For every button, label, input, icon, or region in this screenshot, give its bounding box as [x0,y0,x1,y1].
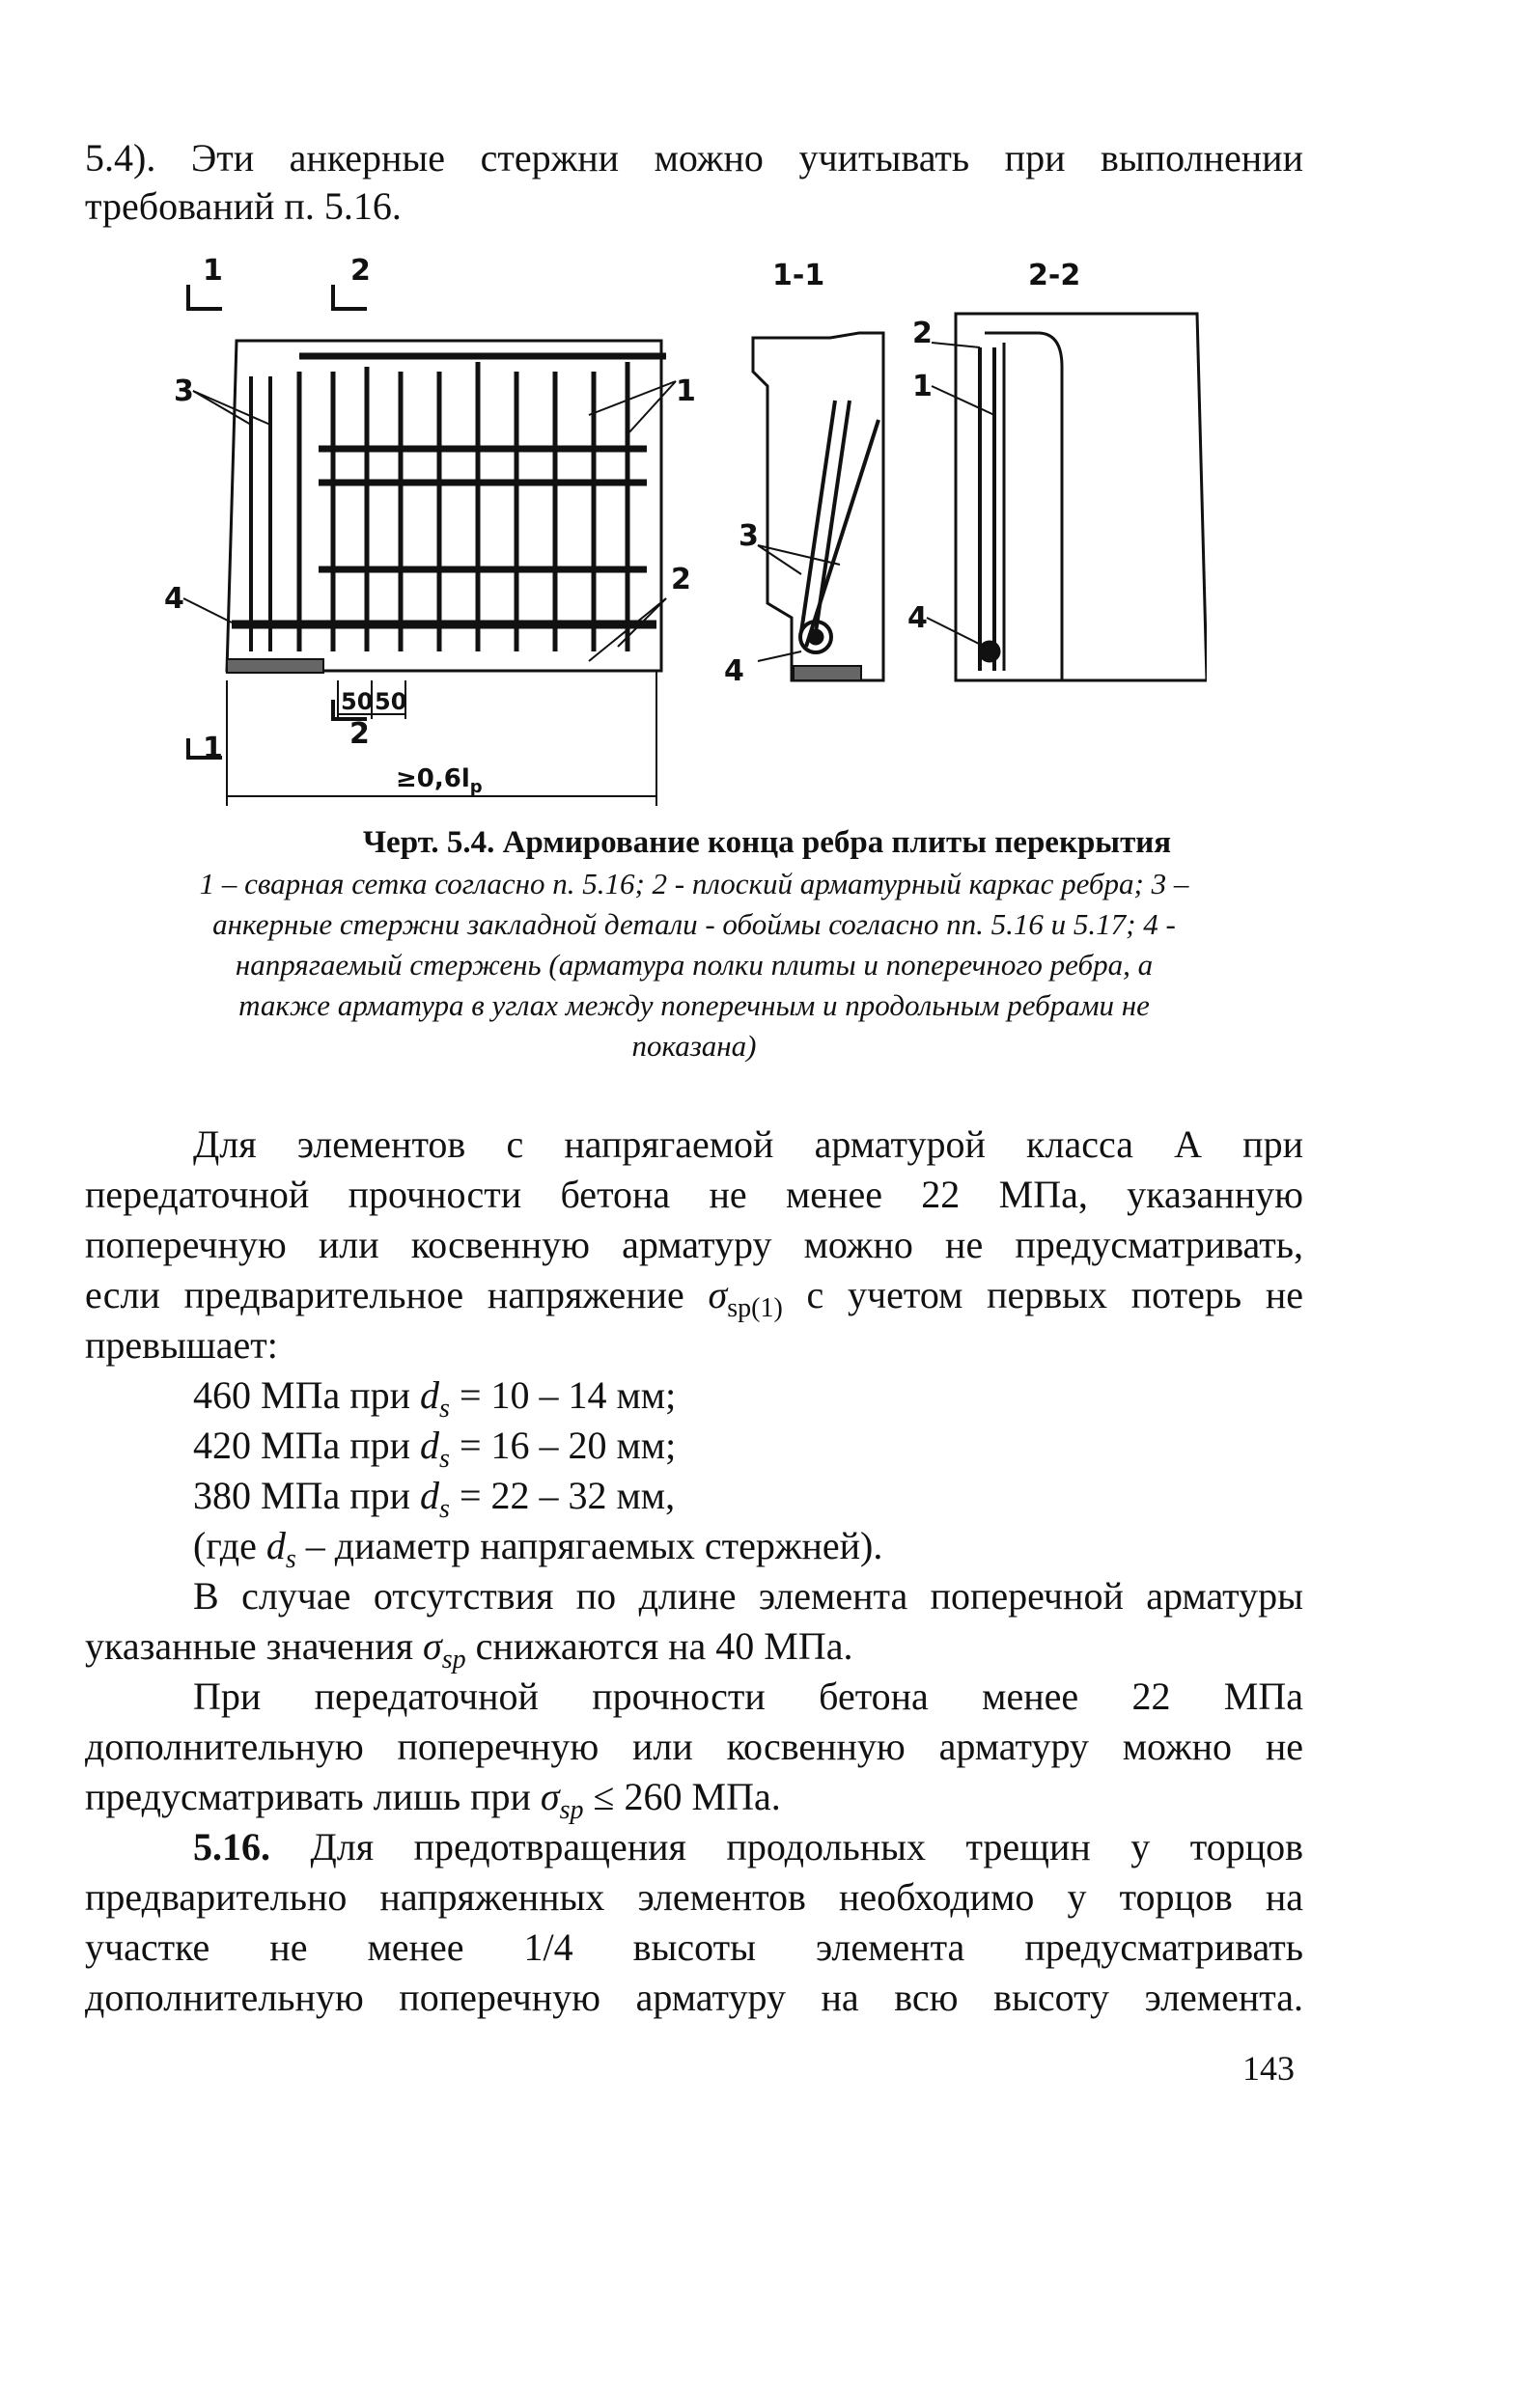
section-label-2-2: 2-2 [1028,259,1081,292]
callout-2: 2 [671,563,691,596]
dimension-50-a: 50 [341,688,374,715]
section-mark-2-top: 2 [350,256,371,288]
dimension-50-b: 50 [375,688,407,715]
callout-4-section: 4 [724,654,744,688]
callout-4: 4 [164,582,184,616]
top-text-line-1: 5.4). Эти анкерные стержни можно учитывать при выполнении [85,136,1303,180]
condition-line: 380 МПа при $d_s = 22 - 32$ мм, [193,1474,676,1524]
body-line: поперечную или косвенную арматуру можно не предусматривать, [85,1223,1303,1266]
reinforcement-figure [164,256,1207,816]
caption-line-4: также арматура в углах между поперечным и продольным ребрами не [238,988,1150,1022]
condition-line: 460 МПа при $d_s = 10 - 14$ мм; [193,1373,677,1424]
callout-4-section-2: 4 [907,601,928,635]
section-mark-1-top: 1 [203,256,223,288]
callout-1: 1 [676,374,696,408]
caption-line-5: показана) [631,1029,757,1063]
body-line: дополнительную поперечную или косвенную арматуру можно не [85,1725,1303,1768]
body-line: В случае отсутствия по длине элемента поперечной арматуры [193,1574,1303,1618]
body-line: При передаточной прочности бетона менее 22 МПа [193,1675,1303,1718]
section-mark-2-bottom: 2 [349,717,370,751]
dimension-length: $\ge 0,6l_p$ [396,764,483,797]
condition-line: (где $d_s$ – диаметр напрягаемых стержней). [193,1524,883,1574]
section-mark-1-bottom: 1 [203,732,223,765]
callout-2-section: 2 [912,317,933,350]
body-line: если предварительное напряжение $\sigma_{sp(1)}$ с учетом первых потерь не [85,1273,1304,1323]
caption-line-2: анкерные стержни закладной детали - обоймы согласно пп. 5.16 и 5.17; 4 - [212,907,1176,941]
body-line: передаточной прочности бетона не менее 22 МПа, указанную [85,1173,1303,1216]
section-5-16-line: 5.16. Для предотвращения продольных трещин у торцов [193,1825,1303,1868]
body-line: участке не менее 1/4 высоты элемента предусматривать [85,1925,1303,1969]
condition-line: 420 МПа при $d_s = 16 - 20$ мм; [193,1424,677,1474]
body-line: предварительно напряженных элементов необходимо у торцов на [85,1875,1303,1919]
callout-1-section: 1 [912,370,933,403]
body-line: дополнительную поперечную арматуру на всю высоту элемента. [85,1976,1303,2019]
caption-line-1: 1 – сварная сетка согласно п. 5.16; 2 - плоский арматурный каркас ребра; 3 – [199,867,1189,900]
caption-line-3: напрягаемый стержень (арматура полки плиты и поперечного ребра, а [235,948,1154,982]
body-line: Для элементов с напрягаемой арматурой класса А при [193,1122,1303,1166]
body-line: предусматривать лишь при $\sigma_{sp} \le 260$ МПа. [85,1775,781,1825]
page-number: 143 [1242,2049,1295,2088]
callout-3-section: 3 [739,519,759,553]
callout-3: 3 [174,374,194,408]
body-line: указанные значения $\sigma_{sp}$ снижаются на 40 МПа. [85,1624,853,1675]
top-text-line-2: требований п. 5.16. [85,184,402,228]
figure-caption-title: Черт. 5.4. Армирование конца ребра плиты перекрытия [362,825,1172,860]
body-line: превышает: [85,1323,278,1367]
section-label-1-1: 1-1 [772,259,825,292]
